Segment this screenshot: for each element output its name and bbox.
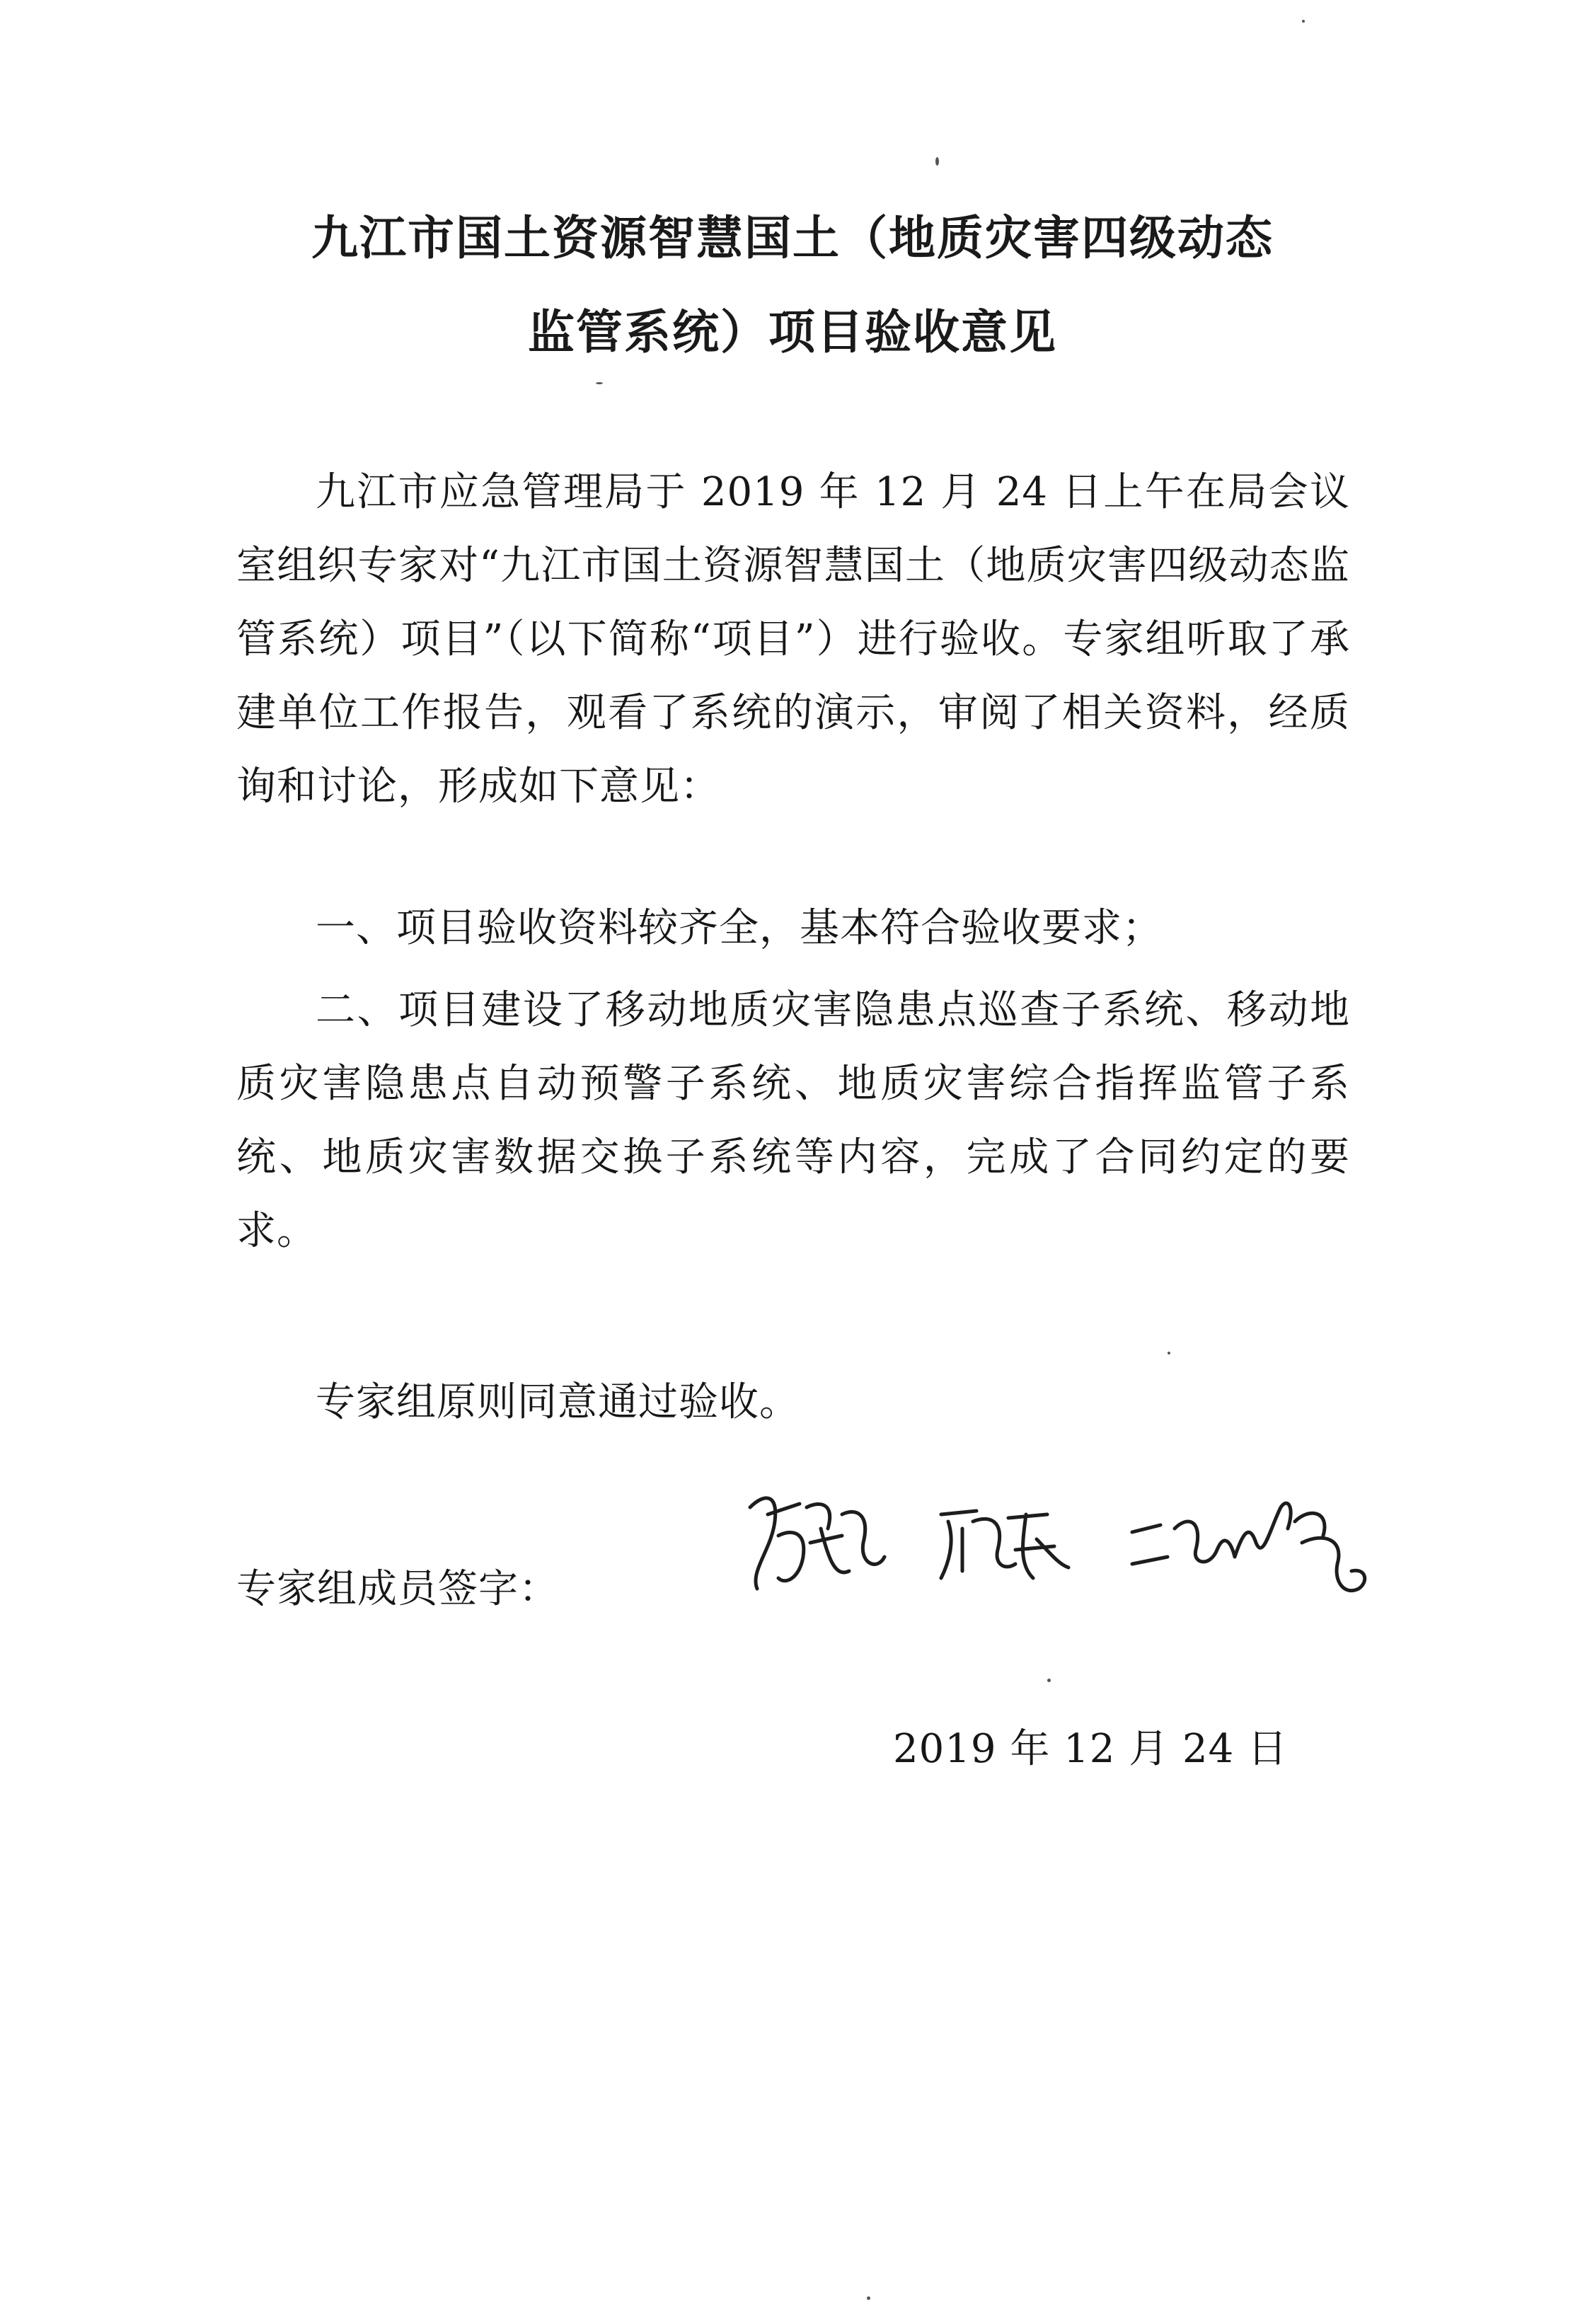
body-paragraph-item-2: 二、项目建设了移动地质灾害隐患点巡查子系统、移动地质灾害隐患点自动预警子系统、地质灾害综合指挥监管子系统、地质灾害数据交换子系统等内容，完成了合同约定的要求。 (236, 987, 1350, 1254)
scan-speck (1047, 1679, 1051, 1682)
scan-speck (596, 382, 603, 384)
handwritten-signatures (736, 1465, 1415, 1606)
document-title-line-2: 监管系统）项目验收意见 (528, 304, 1057, 359)
scan-speck (867, 2296, 870, 2300)
body-paragraph-item-1: 一、项目验收资料较齐全，基本符合验收要求； (316, 905, 1163, 951)
document-date: 2019 年 12 月 24 日 (893, 1726, 1289, 1772)
scan-speck (1302, 20, 1305, 23)
document-title-line-1: 九江市国土资源智慧国土（地质灾害四级动态 (311, 210, 1274, 265)
signature-label: 专家组成员签字： (236, 1566, 559, 1612)
body-paragraph-conclusion: 专家组原则同意通过验收。 (316, 1379, 800, 1425)
scan-speck (935, 157, 939, 166)
scan-speck (1168, 1352, 1170, 1354)
body-paragraph-intro: 九江市应急管理局于 2019 年 12 月 24 日上午在局会议室组织专家对“九江市国土资源智慧国土（地质灾害四级动态监管系统）项目”（以下简称“项目”）进行验收。专家组听取了承建单位工作报告，观看了系统的演示，审阅了相关资料，经质询和讨论，形成如下意见： (236, 469, 1350, 810)
